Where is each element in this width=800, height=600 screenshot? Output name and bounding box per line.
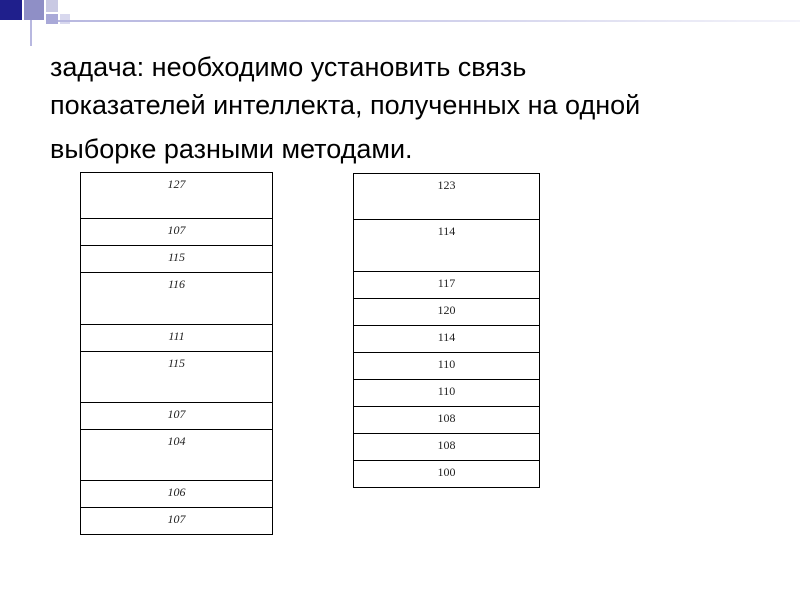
- table-cell: [354, 407, 540, 434]
- cell-value: 110: [437, 357, 456, 371]
- table-row: [354, 407, 540, 434]
- table-row: [81, 246, 273, 273]
- table-row: [81, 352, 273, 403]
- table-cell: [81, 173, 273, 219]
- top-rule-line: [58, 20, 800, 22]
- table-row: [81, 481, 273, 508]
- cell-value: 108: [437, 438, 456, 452]
- cell-value: 117: [437, 276, 456, 290]
- table-row: [354, 299, 540, 326]
- cell-value: 120: [437, 303, 456, 317]
- table-row: [81, 219, 273, 246]
- table-cell: [354, 326, 540, 353]
- decor-square-light: [46, 0, 58, 12]
- cell-value: 127: [167, 177, 186, 191]
- cell-value: 116: [167, 277, 186, 291]
- table-row: [354, 220, 540, 272]
- table-cell: [354, 220, 540, 272]
- table-cell: [354, 380, 540, 407]
- table-row: [354, 461, 540, 488]
- cell-value: 115: [167, 356, 186, 370]
- table-row: [354, 380, 540, 407]
- table-cell: [81, 325, 273, 352]
- title-line-1: задача: необходимо установить связь: [50, 52, 527, 82]
- left-scores-table: [80, 172, 273, 535]
- left-rule-line: [30, 20, 32, 46]
- table-row: [354, 174, 540, 220]
- table-row: [81, 325, 273, 352]
- table-row: [354, 434, 540, 461]
- cell-value: 107: [167, 407, 186, 421]
- cell-value: 111: [168, 329, 185, 343]
- table-row: [81, 508, 273, 535]
- decor-square-pale: [60, 14, 70, 24]
- title-line-3: выборке разными методами.: [50, 134, 413, 164]
- table-row: [81, 430, 273, 481]
- cell-value: 100: [437, 465, 456, 479]
- cell-value: 108: [437, 411, 456, 425]
- cell-value: 107: [167, 512, 186, 526]
- table-cell: [354, 353, 540, 380]
- cell-value: 115: [167, 250, 186, 264]
- decor-square-mid: [24, 0, 44, 20]
- table-cell: [81, 352, 273, 403]
- table-row: [354, 353, 540, 380]
- slide-title: [50, 48, 780, 168]
- table-cell: [81, 273, 273, 325]
- right-scores-table: [353, 173, 540, 488]
- table-cell: [354, 434, 540, 461]
- table-cell: [81, 430, 273, 481]
- table-row: [354, 272, 540, 299]
- table-cell: [81, 246, 273, 273]
- table-cell: [354, 174, 540, 220]
- title-line-2: показателей интеллекта, полученных на одной: [50, 90, 641, 120]
- table-row: [354, 326, 540, 353]
- cell-value: 114: [437, 224, 456, 238]
- decor-square-light-2: [46, 14, 58, 24]
- cell-value: 107: [167, 223, 186, 237]
- decor-square-dark: [0, 0, 22, 20]
- table-cell: [81, 219, 273, 246]
- table-row: [81, 273, 273, 325]
- cell-value: 123: [437, 178, 456, 192]
- cell-value: 106: [167, 485, 186, 499]
- table-cell: [354, 272, 540, 299]
- table-row: [81, 403, 273, 430]
- table-cell: [354, 299, 540, 326]
- table-cell: [354, 461, 540, 488]
- cell-value: 114: [437, 330, 456, 344]
- table-cell: [81, 403, 273, 430]
- cell-value: 104: [167, 434, 186, 448]
- table-row: [81, 173, 273, 219]
- table-cell: [81, 508, 273, 535]
- table-cell: [81, 481, 273, 508]
- cell-value: 110: [437, 384, 456, 398]
